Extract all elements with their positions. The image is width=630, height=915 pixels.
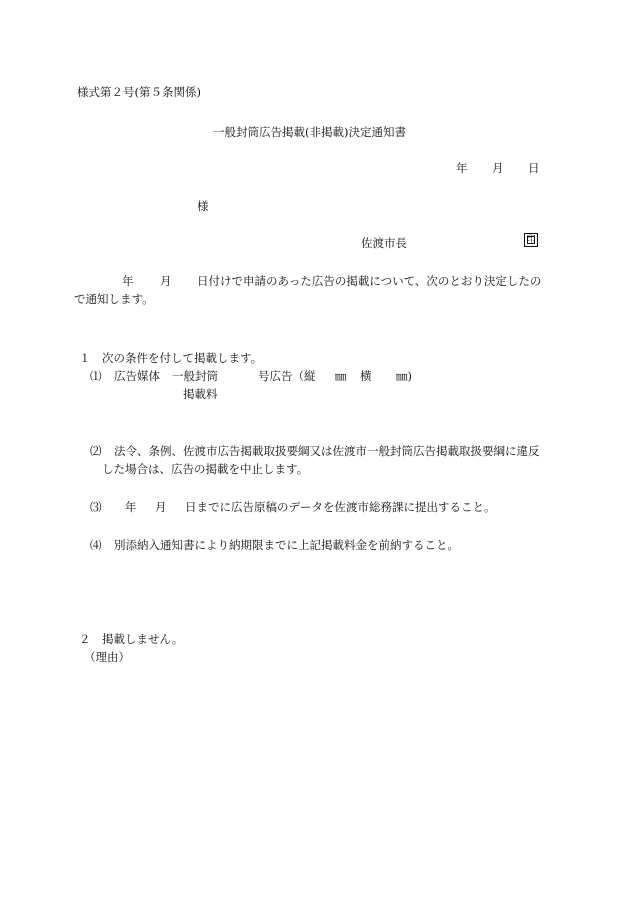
- intro-line-1: 日付けで申請のあった広告の掲載について、次のとおり決定したの: [197, 274, 542, 288]
- addressee: 様: [197, 199, 209, 213]
- item-1-size-label: 号広告（縦: [258, 369, 316, 383]
- item-1-media-value: 一般封筒: [172, 369, 218, 383]
- item-1-unit-mm-1: ㎜: [335, 369, 347, 383]
- item-4-number: ⑷: [90, 538, 102, 552]
- item-1-unit-mm-2: ㎜): [396, 369, 412, 383]
- item-1-fee-label: 掲載料: [183, 387, 218, 401]
- issue-date-month: 月: [492, 161, 504, 175]
- section-1-heading: １ 次の条件を付して掲載します。: [79, 351, 263, 365]
- reason-label: （理由）: [84, 650, 130, 664]
- item-1-media-label: 広告媒体: [114, 369, 160, 383]
- item-3-year: 年: [125, 500, 137, 514]
- intro-line-2: で通知します。: [74, 292, 154, 306]
- intro-year: 年: [122, 274, 134, 288]
- item-4-text: 別添納入通知書により納期限までに上記掲載料金を前納すること。: [114, 538, 459, 552]
- form-label: 様式第２号(第５条関係): [77, 85, 201, 99]
- item-3-number: ⑶: [90, 500, 102, 514]
- item-2-line-2: した場合は、広告の掲載を中止します。: [102, 462, 309, 476]
- item-3-text: 日までに広告原稿のデータを佐渡市総務課に提出すること。: [185, 500, 496, 514]
- issue-date-year: 年: [456, 161, 468, 175]
- item-2-number: ⑵: [90, 444, 102, 458]
- seal-stamp-box: [524, 233, 538, 247]
- sender-name: 佐渡市長: [361, 236, 407, 250]
- section-2-heading: ２ 掲載しません。: [79, 632, 184, 646]
- item-1-number: ⑴: [90, 369, 102, 383]
- item-2-line-1: 法令、条例、佐渡市広告掲載取扱要綱又は佐渡市一般封筒広告掲載取扱要綱に違反: [114, 444, 540, 458]
- issue-date-day: 日: [528, 161, 540, 175]
- item-1-width-label: 横: [360, 369, 372, 383]
- item-3-month: 月: [155, 500, 167, 514]
- intro-month: 月: [160, 274, 172, 288]
- seal-char: 印: [526, 235, 536, 245]
- document-title: 一般封筒広告掲載(非掲載)決定通知書: [213, 125, 406, 139]
